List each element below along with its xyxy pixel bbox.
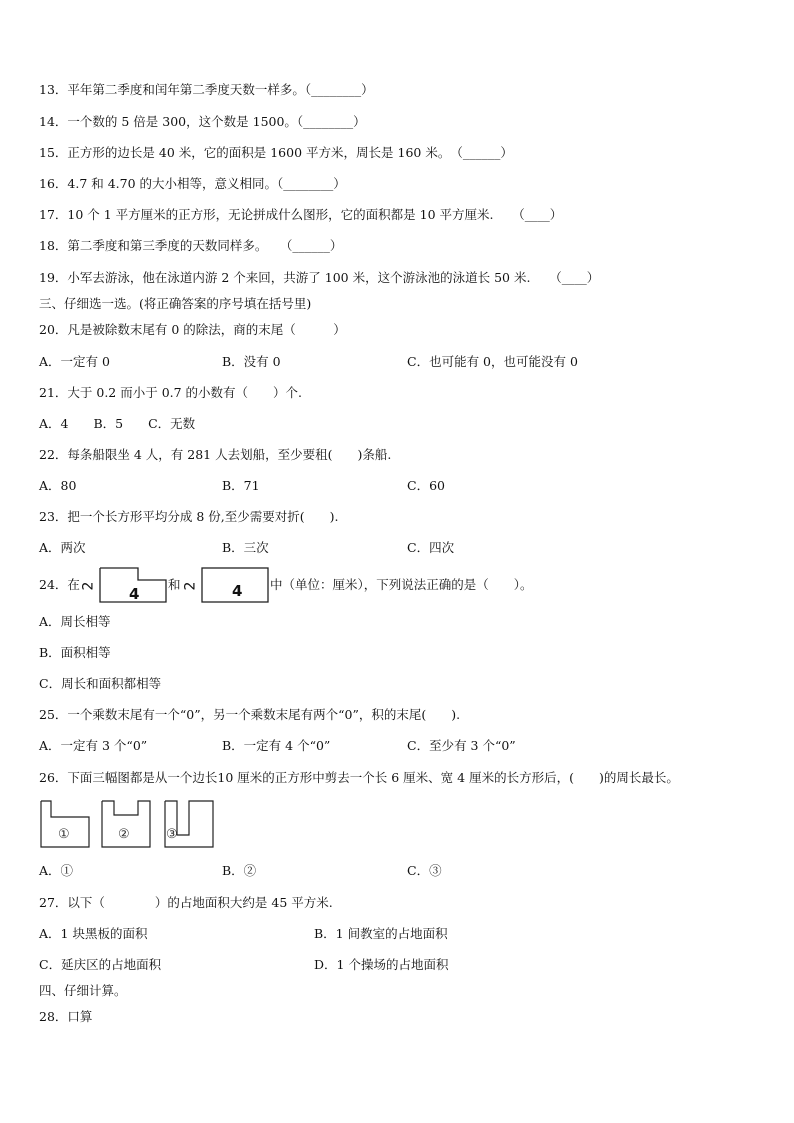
q23-option-a: A．两次 xyxy=(39,540,86,555)
q24-option-b: B．面积相等 xyxy=(39,645,111,660)
q22-option-a: A．80 xyxy=(39,478,77,493)
q23: 23．把一个长方形平均分成 8 份,至少需要对折( ). xyxy=(39,509,339,524)
q25: 25．一个乘数末尾有一个“0”，另一个乘数末尾有两个“0”，积的末尾( ). xyxy=(39,707,461,722)
q20-option-a: A．一定有 0 xyxy=(39,354,110,369)
q24-option-a: A．周长相等 xyxy=(39,614,111,629)
q27-option-b: B．1 间教室的占地面积 xyxy=(314,926,448,941)
q27-option-a: A．1 块黑板的面积 xyxy=(39,926,148,941)
q27-option-d: D．1 个操场的占地面积 xyxy=(314,957,449,972)
q24-prefix: 24．在 xyxy=(39,577,80,592)
q25-option-c: C．至少有 3 个“0” xyxy=(407,738,516,753)
q24-fig2-side-label: 2 xyxy=(182,581,199,591)
q24-suffix: 中（单位：厘米），下列说法正确的是（ ）。 xyxy=(270,577,533,592)
q24-figure-l-shape xyxy=(82,566,168,604)
q25-option-a: A．一定有 3 个“0” xyxy=(39,738,148,753)
q26-option-c: C．③ xyxy=(407,863,442,878)
q24-fig1-side-label: 2 xyxy=(80,581,97,591)
q26-option-b: B．② xyxy=(222,863,257,878)
q14: 14．一个数的 5 倍是 300，这个数是 1500。（________） xyxy=(39,114,366,129)
q26-option-a: A．① xyxy=(39,863,74,878)
q21: 21．大于 0.2 而小于 0.7 的小数有（ ）个. xyxy=(39,385,303,400)
q20: 20．凡是被除数末尾有 0 的除法，商的末尾（ ） xyxy=(39,322,346,337)
q25-option-b: B．一定有 4 个“0” xyxy=(222,738,331,753)
q27: 27．以下（ ）的占地面积大约是 45 平方米. xyxy=(39,895,333,910)
q19: 19．小军去游泳，他在泳道内游 2 个来回，共游了 100 米，这个游泳池的泳道长 50 米. （____） xyxy=(39,270,600,285)
q20-option-b: B．没有 0 xyxy=(222,354,281,369)
q26-figure-2-label: ② xyxy=(118,827,130,842)
q24-fig2-length-label: 4 xyxy=(232,582,243,600)
q22-option-b: B．71 xyxy=(222,478,260,493)
q18: 18．第二季度和第三季度的天数同样多。 （______） xyxy=(39,238,343,253)
q28: 28．口算 xyxy=(39,1009,93,1024)
q13: 13．平年第二季度和闰年第二季度天数一样多。（________） xyxy=(39,82,374,97)
q16: 16．4.7 和 4.70 的大小相等，意义相同。（________） xyxy=(39,176,346,191)
q24-figure-rectangle xyxy=(182,566,270,604)
q26: 26．下面三幅图都是从一个边长10 厘米的正方形中剪去一个长 6 厘米、宽 4 厘米的长方形后，( )的周长最长。 xyxy=(39,770,679,785)
q21-options: A．4 B．5 C．无数 xyxy=(39,416,196,431)
q23-option-c: C．四次 xyxy=(407,540,455,555)
q15: 15．正方形的边长是 40 米，它的面积是 1600 平方米，周长是 160 米。 （______） xyxy=(39,145,513,160)
q24-and: 和 xyxy=(168,577,181,592)
q24-option-c: C．周长和面积都相等 xyxy=(39,676,162,691)
q17: 17．10 个 1 平方厘米的正方形，无论拼成什么图形，它的面积都是 10 平方厘米. （____） xyxy=(39,207,563,222)
q26-figure-3-label: ③ xyxy=(166,827,178,842)
q22: 22．每条船限坐 4 人，有 281 人去划船，至少要租( )条船. xyxy=(39,447,392,462)
q22-option-c: C．60 xyxy=(407,478,445,493)
section3-heading: 三、仔细选一选。(将正确答案的序号填在括号里) xyxy=(39,296,312,311)
q23-option-b: B．三次 xyxy=(222,540,269,555)
q26-figure-2 xyxy=(100,799,152,849)
q26-figure-1-label: ① xyxy=(58,827,70,842)
q20-option-c: C．也可能有 0，也可能没有 0 xyxy=(407,354,578,369)
q26-figure-1 xyxy=(39,799,91,849)
q26-figure-3 xyxy=(163,799,215,849)
q24-fig1-length-label: 4 xyxy=(129,585,140,603)
q27-option-c: C．延庆区的占地面积 xyxy=(39,957,162,972)
section4-heading: 四、仔细计算。 xyxy=(39,983,127,998)
